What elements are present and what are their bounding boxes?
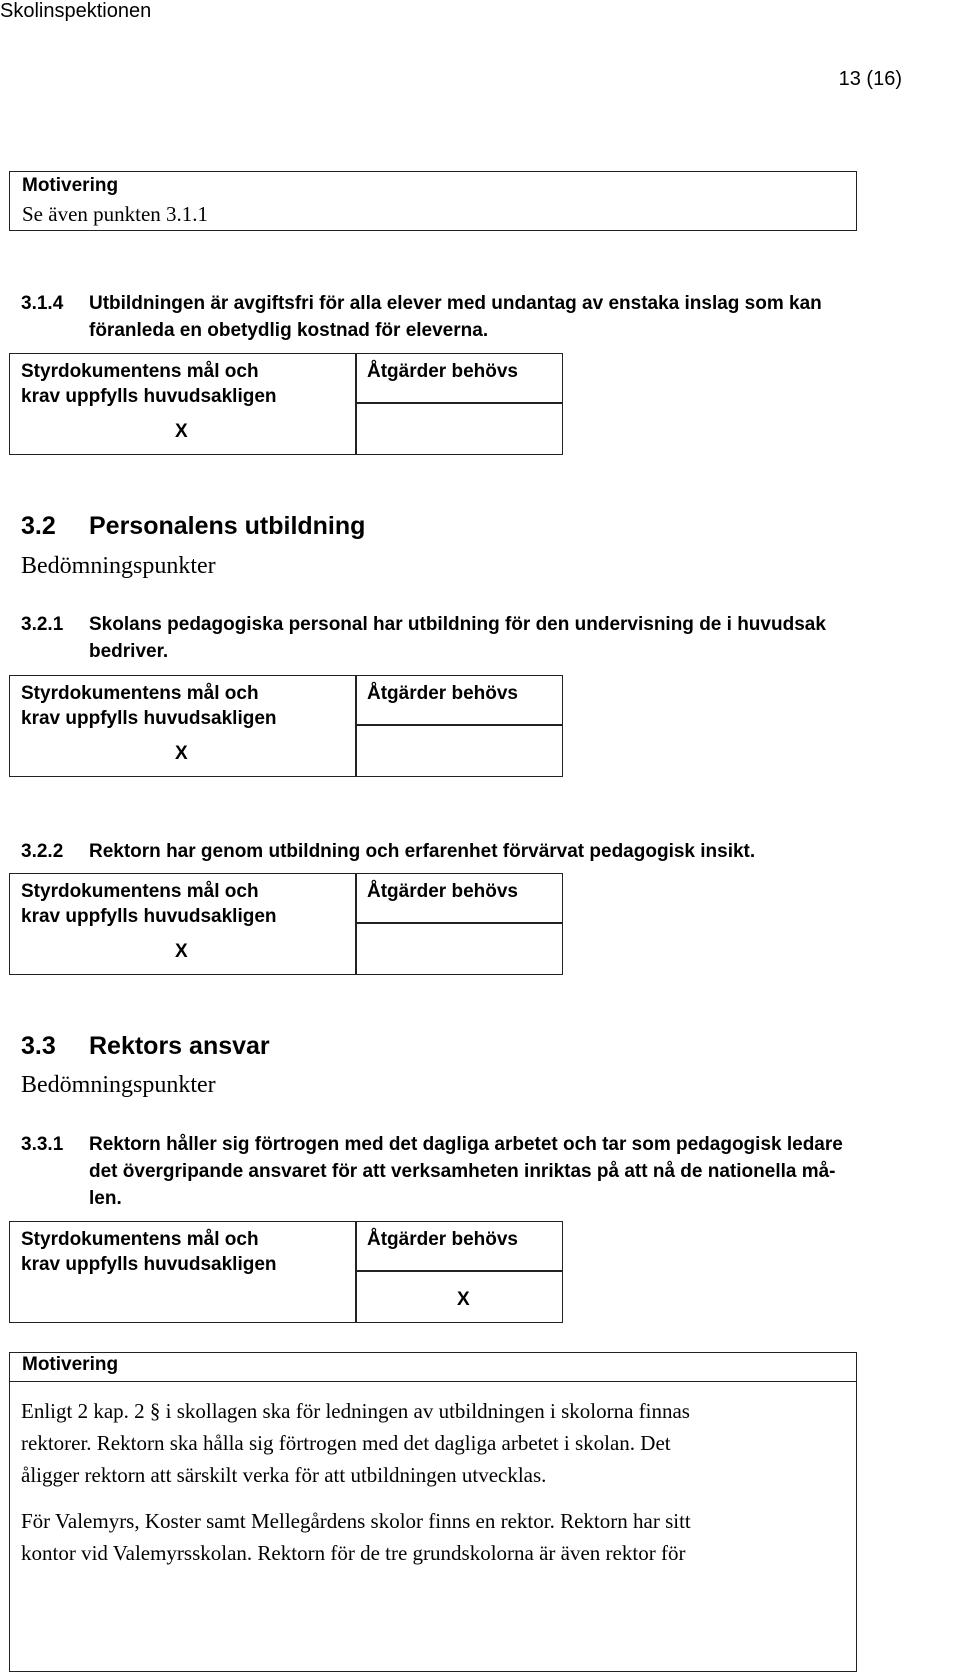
- item-number: 3.2.2: [21, 841, 64, 862]
- assessment-mark: X: [175, 743, 188, 764]
- assessment-mark: X: [175, 941, 188, 962]
- page-number: 13 (16): [838, 68, 902, 90]
- assessment-item-3-3-1: [21, 1131, 941, 1216]
- assessment-item-3-2-1: [21, 611, 941, 671]
- motivering-text: Se även punkten 3.1.1: [22, 202, 209, 226]
- column-header-fulfilled: Styrdokumentens mål och krav uppfylls huvudsakligen: [21, 683, 277, 729]
- column-header-action-needed: Åtgärder behövs: [367, 881, 518, 902]
- motivering-paragraph: Enligt 2 kap. 2 § i skollagen ska för ledningen av utbildningen i skolorna finnas rektorer. Rektorn ska hålla sig förtrogen med det dagliga arbetet i skolan. Det åligger rektorn att särskilt verka för att utbildningen utvecklas.: [21, 1399, 690, 1487]
- item-text-line: len.: [89, 1188, 122, 1209]
- motivering-paragraph: För Valemyrs, Koster samt Mellegårdens skolor finns en rektor. Rektorn har sitt kontor vid Valemyrsskolan. Rektorn för de tre grundskolorna är även rektor för: [21, 1509, 691, 1565]
- item-text-line: föranleda en obetydlig kostnad för eleverna.: [89, 320, 489, 341]
- section-subheading: Bedömningspunkter: [21, 1072, 216, 1098]
- motivering-box: [9, 171, 857, 231]
- item-text-line: Rektorn håller sig förtrogen med det dagliga arbetet och tar som pedagogisk ledare: [89, 1134, 843, 1155]
- item-number: 3.1.4: [21, 293, 64, 314]
- assessment-mark: X: [175, 421, 188, 442]
- item-number: 3.3.1: [21, 1134, 64, 1155]
- column-header-action-needed: Åtgärder behövs: [367, 1229, 518, 1250]
- table-cell: [355, 402, 563, 455]
- column-header-fulfilled: Styrdokumentens mål och krav uppfylls huvudsakligen: [21, 881, 277, 927]
- item-text-line: det övergripande ansvaret för att verksamheten inriktas på att nå de nationella må-: [89, 1161, 836, 1182]
- column-header-action-needed: Åtgärder behövs: [367, 361, 518, 382]
- assessment-mark: X: [457, 1289, 470, 1310]
- section-subheading: Bedömningspunkter: [21, 553, 216, 579]
- motivering-title: Motivering: [22, 1354, 119, 1375]
- motivering-divider: [9, 1381, 857, 1382]
- column-header-fulfilled: Styrdokumentens mål och krav uppfylls huvudsakligen: [21, 1229, 277, 1275]
- column-header-action-needed: Åtgärder behövs: [367, 683, 518, 704]
- assessment-table: [9, 1221, 563, 1323]
- item-text-line: Skolans pedagogiska personal har utbildning för den undervisning de i huvudsak: [89, 614, 826, 635]
- table-cell: [355, 724, 563, 777]
- assessment-table: [9, 675, 563, 777]
- item-number: 3.2.1: [21, 614, 64, 635]
- assessment-item-3-2-2: [21, 838, 921, 868]
- item-text-line: bedriver.: [89, 641, 169, 662]
- table-cell: [355, 922, 563, 975]
- assessment-table: [9, 873, 563, 975]
- assessment-table: [9, 353, 563, 455]
- motivering-title: Motivering: [22, 175, 119, 196]
- column-header-fulfilled: Styrdokumentens mål och krav uppfylls huvudsakligen: [21, 361, 277, 407]
- item-text-line: Utbildningen är avgiftsfri för alla elever med undantag av enstaka inslag som kan: [89, 293, 822, 314]
- organization-name: Skolinspektionen: [0, 0, 152, 22]
- assessment-item-3-1-4: [21, 290, 921, 350]
- item-text-line: Rektorn har genom utbildning och erfarenhet förvärvat pedagogisk insikt.: [89, 841, 756, 862]
